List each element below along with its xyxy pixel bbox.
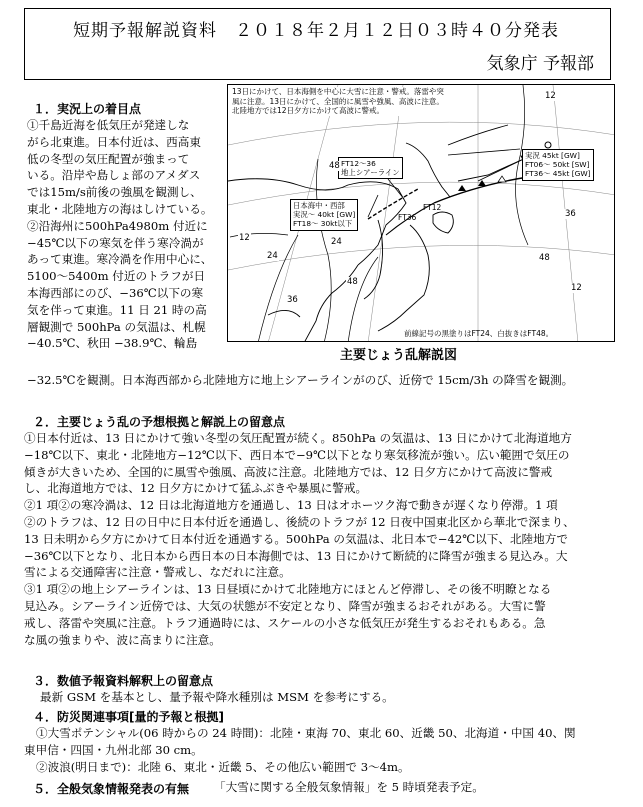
doc-title: 短期予報解説資料 ２０１８年２月１２日０３時４０分発表 — [73, 21, 559, 41]
map-caption: 主要じょう乱解説図 — [340, 348, 458, 363]
s1-line: 5100〜5400m 付近のトラフが日 — [27, 269, 206, 284]
isobar-label: 12 — [545, 91, 556, 101]
s2-line: 13 日未明から夕方にかけて日本付近を通過する。500hPa の気温は、北日本で−42℃以下、北陸地方で — [24, 531, 568, 546]
s1-line: 層観測で 500hPa の気温は、札幌 — [27, 319, 206, 334]
japan-sea-line: 日本海中・西部 — [293, 201, 345, 210]
isobar-label: 36 — [565, 209, 576, 219]
isobar-label: 12 — [571, 283, 582, 293]
s1-line: では15m/s前後の強風を観測し、 — [27, 185, 202, 200]
s1-line: ②沿海州に500hPa4980m 付近に — [27, 218, 208, 233]
s2-line: ③1 項②の地上シアーラインは、13 日昼頃にかけて北陸地方にほとんど停滞し、その後不明瞭となる — [24, 582, 552, 597]
isobar-label: 48 — [539, 253, 550, 263]
header-box — [24, 8, 611, 80]
section-2-heading: ２．主要じょう乱の予想根拠と解説上の留意点 — [33, 415, 286, 429]
section-2-text — [24, 430, 575, 648]
s2-line: ①日本付近は、13 日にかけて強い冬型の気圧配置が続く。850hPa の気温は、13 日にかけて北海道地方 — [24, 431, 572, 445]
shear-line-box — [338, 157, 403, 179]
fronts — [368, 176, 528, 235]
east-wind-line: FT36〜 45kt [GW] — [525, 169, 591, 179]
section-5-heading: ５．全般気象情報発表の有無 — [33, 782, 190, 796]
weather-map — [227, 84, 615, 342]
section-4-heading: ４．防災関連事項[量的予報と根拠] — [33, 710, 224, 724]
s2-line: な風の強まりや、波に高まりに注意。 — [24, 632, 221, 647]
s2-line: ②1 項②の寒冷渦は、12 日は北海道地方を通過し、13 日はオホーツク海で動きが遅くなり停滞。1 項 — [24, 498, 558, 513]
isobar-label: 48 — [329, 161, 340, 171]
s1-line: いる。沿岸や島しょ部のアメダス — [27, 168, 201, 183]
s1-line: 低の冬型の気圧配置が強まって — [27, 151, 190, 166]
s4-line: ①大雪ポテンシャル(06 時からの 24 時間)：北陸・東海 70、東北 60、近畿 50、北海道・中国 40、関 — [36, 726, 576, 740]
s1-line: 東北・北陸地方の海はしけている。 — [27, 201, 213, 216]
isobar-label: 12 — [239, 233, 250, 243]
s1-line: −45℃以下の寒気を伴う寒冷渦が — [27, 235, 204, 250]
s1-line: がら北東進。日本付近は、西高東 — [27, 134, 201, 149]
isobar-label: 48 — [347, 277, 358, 287]
section-1-text — [27, 117, 213, 352]
front-legend: 前線記号の黒塗りはFT24、白抜きはFT48。 — [404, 329, 554, 338]
isobar-label: 24 — [331, 237, 342, 247]
s2-line: −36℃以下となり、北日本から西日本の日本海側では、13 日にかけて断続的に降雪が強まる見込み。大 — [24, 548, 568, 563]
japan-sea-line: FT18〜 30kt以下 — [293, 219, 353, 229]
shear-line-text: 地上シアーライン — [341, 168, 400, 178]
shear-line-text: FT12〜36 — [341, 159, 376, 168]
s1-line: 本海西部にのび、−36℃以下の寒 — [27, 285, 204, 300]
east-wind-line: FT06〜 50kt [SW] — [525, 160, 590, 170]
s2-line: −18℃以下、東北・北陸地方−12℃以下、西日本で−9℃以下となり寒気移流が強い。広い範囲で気圧の — [24, 447, 570, 462]
s1-line: あって東進。寒冷渦を作用中心に、 — [27, 252, 213, 267]
issuing-org: 気象庁 予報部 — [486, 54, 594, 74]
japan-sea-line: 実況〜 40kt [GW] — [293, 210, 356, 220]
section-1-heading: １．実況上の着目点 — [33, 102, 142, 116]
s4-line: ②波浪(明日まで)：北陸 6、東北・近畿 5、その他広い範囲で 3〜4m。 — [36, 759, 410, 774]
s1-line: 気を伴って東進。11 日 21 時の高 — [27, 302, 207, 317]
section-3-heading: ３．数値予報資料解釈上の留意点 — [33, 674, 214, 688]
s2-line: 戒し、落雷や突風に注意。トラフ通過時には、スケールの小さな低気圧が発生するおそれもある。急 — [24, 615, 546, 630]
section-5-text: 「大雪に関する全般気象情報」を 5 時頃発表予定。 — [214, 780, 484, 794]
ft36-label: FT36 — [398, 213, 417, 222]
isobar-label: 24 — [267, 251, 278, 261]
s2-line: ②のトラフは、12 日の日中に日本付近を通過し、後続のトラフが 12 日夜中国東北区から華北で深まり、 — [24, 514, 575, 529]
section-3-text: 最新 GSM を基本とし、量予報や降水種別は MSM を参考にする。 — [40, 690, 394, 704]
ft12-label: FT12 — [423, 203, 442, 212]
isobar-label: 36 — [287, 295, 298, 305]
s2-line: 傾きが大きいため、全国的に風雪や強風、高波に注意。北陸地方では、12 日夕方にかけて高波に警戒 — [24, 464, 553, 479]
s1-last-line: −32.5℃を観測。日本海西部から北陸地方に地上シアーラインがのび、近傍で 15cm/3h の降雪を観測。 — [27, 373, 574, 387]
map-warning-note: 13日にかけて、日本海側を中心に大雪に注意・警戒。落雷や突風に注意。13日にかけて、全国的に風雪や強風、高波に注意。北陸地方では12日夕方にかけて高波に警戒。 — [232, 87, 450, 116]
isobar-lines — [230, 85, 528, 342]
s2-line: 雪による交通障害に注意・警戒し、なだれに注意。 — [24, 565, 291, 580]
s2-line: し、北海道地方では、12 日夕方にかけて猛ふぶきや暴風に警戒。 — [24, 481, 368, 496]
s2-line: 見込み。シアーライン近傍では、大気の状態が不安定となり、降雪が強まるおそれがある。大雪に警 — [24, 598, 546, 613]
s1-line: ①千島近海を低気圧が発達しな — [27, 118, 190, 132]
s1-line: −40.5℃、秋田 −38.9℃、輪島 — [27, 336, 198, 351]
s4-line: 東甲信・四国・九州北部 30 cm。 — [24, 742, 203, 757]
east-wind-box — [522, 149, 594, 181]
east-wind-line: 実況 45kt [GW] — [525, 151, 580, 160]
section-4-text — [24, 725, 576, 775]
japan-sea-box — [290, 199, 358, 231]
